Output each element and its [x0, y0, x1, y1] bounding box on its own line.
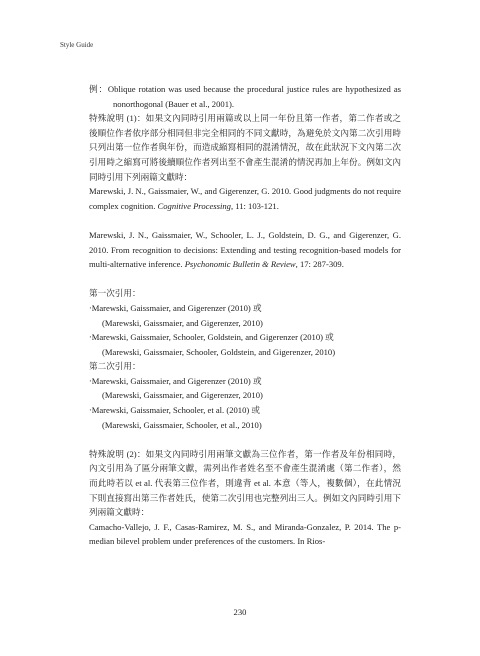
first-citation-item: ‧Marewski, Gaissmaier, Schooler, Goldstein, and Gigerenzer (2010) 或: [89, 332, 334, 343]
first-citation-item: (Marewski, Gaissmaier, and Gigerenzer, 2010): [102, 317, 263, 328]
reference-2: [89, 228, 401, 272]
example-label: 例：: [89, 84, 108, 94]
second-citation-item: ‧Marewski, Gaissmaier, and Gigerenzer (2010) 或: [89, 375, 262, 386]
example-text: Oblique rotation was used because the procedural justice rules are hypothesized as nonorthogonal (Bauer et al., 2001).: [107, 84, 401, 109]
reference-1: [89, 184, 401, 213]
second-citation-item: (Marewski, Gaissmaier, and Gigerenzer, 2010): [102, 390, 263, 401]
first-citation-heading: 第一次引用：: [89, 288, 141, 299]
reference-2-journal: Psychonomic Bulletin & Review: [184, 259, 296, 270]
reference-2-tail: , 17: 287-309.: [295, 259, 344, 270]
reference-1-journal: Cognitive Processing: [157, 200, 231, 211]
special-note-2: 特殊說明 (2)：如果文內同時引用兩筆文獻為三位作者，第一作者及年份相同時，內文引用為了區分兩筆文獻，需列出作者姓名至不會產生混淆處（第二作者），然而此時若以 et al. 代表第三位作者，則違背 et al. 本意（等人，複數個），在此情況下則直接寫出第三作者姓氏，使第二次引用也完整列出三人。例如文內同時引用下列兩篇文獻時：: [89, 448, 401, 518]
first-citation-item: ‧Marewski, Gaissmaier, and Gigerenzer (2010) 或: [89, 302, 262, 313]
spacer: [89, 432, 401, 447]
reference-3: Camacho-Vallejo, J. F., Casas-Ramirez, M. S., and Miranda-Gonzalez, P. 2014. The p-median bilevel problem under preferences of the customers. In Rios-: [89, 521, 401, 547]
page-number: 230: [233, 607, 247, 617]
second-citation-heading: 第二次引用：: [89, 361, 141, 372]
first-citation-item: (Marewski, Gaissmaier, Schooler, Goldstein, and Gigerenzer, 2010): [102, 346, 336, 357]
page-body: [89, 82, 401, 549]
running-header: Style Guide: [60, 41, 94, 49]
spacer: [89, 213, 401, 228]
spacer: [89, 272, 401, 287]
second-citation-item: ‧Marewski, Gaissmaier, Schooler, et al. (2010) 或: [89, 405, 261, 416]
reference-1-authors: Marewski, J. N., Gaissmaier, W., and Gigerenzer, G. 2010. Good judgments do not require complex cognition.: [89, 186, 401, 211]
second-citation-item: (Marewski, Gaissmaier, Schooler, et al., 2010): [102, 419, 262, 430]
reference-2-authors: Marewski, J. N., Gaissmaier, W., Schooler, L. J., Goldstein, D. G., and Gigerenzer, G. 2010. From recognition to decisions: Extending and testing recognition-based models for multi-alternative inference.: [89, 229, 401, 270]
reference-1-tail: , 11: 103-121.: [230, 200, 279, 211]
example-paragraph: [89, 82, 401, 111]
special-note-1: 特殊說明 (1)：如果文內同時引用兩篇或以上同一年份且第一作者，第二作者或之後順位作者依序部分相同但非完全相同的不同文獻時，為避免於文內第二次引用時只列出第一位作者與年份，而造成縮寫相同的混淆情況，故在此狀況下文內第二次引用時之縮寫可將後續順位作者列出至不會產生混淆的情況再加上年份。例如文內同時引用下列兩篇文獻時：: [89, 113, 401, 182]
